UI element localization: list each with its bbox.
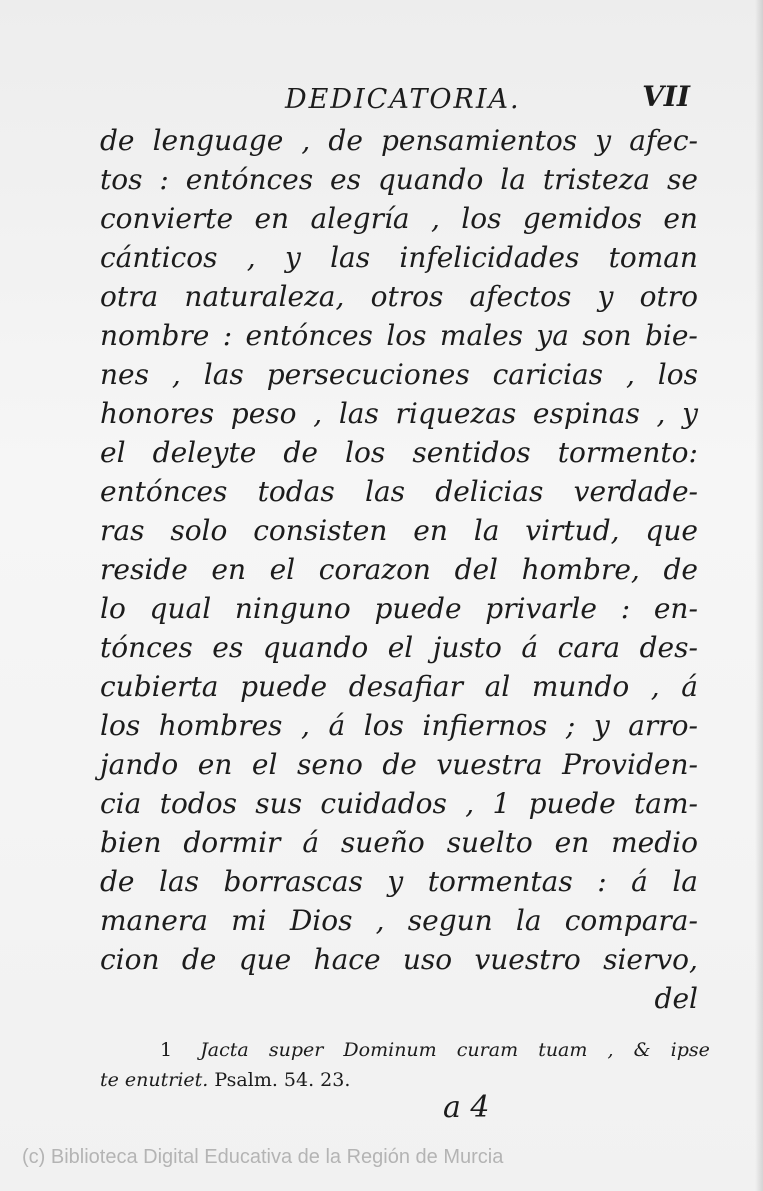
word: sueño: [340, 826, 425, 859]
word: puede: [374, 592, 462, 625]
word: bien: [100, 826, 162, 859]
word: en: [413, 514, 448, 547]
word: las: [338, 397, 379, 430]
word: entónces: [100, 475, 228, 508]
text-line: [100, 550, 698, 589]
word: los: [100, 709, 141, 742]
word: justo: [432, 631, 502, 664]
catchword: del: [654, 982, 698, 1015]
text-line: [100, 394, 698, 433]
word: á: [681, 670, 698, 703]
word: el: [100, 436, 126, 469]
word: afectos: [469, 280, 572, 313]
running-title: DEDICATORIA.: [285, 84, 521, 115]
footnote-line-2: [100, 1065, 710, 1095]
word: ,: [656, 397, 666, 430]
word: cánticos: [100, 241, 218, 274]
footnote-word: Dominum: [343, 1039, 437, 1061]
word: dormir: [183, 826, 281, 859]
word: mundo: [531, 670, 630, 703]
word: puede: [528, 787, 616, 820]
text-line: [100, 589, 698, 628]
word: los: [657, 358, 698, 391]
text-line: [100, 433, 698, 472]
text-line: [100, 784, 698, 823]
footnote-line-1: [100, 1035, 710, 1065]
word: siervo,: [603, 943, 698, 976]
word: la: [672, 865, 698, 898]
word: :: [620, 592, 631, 625]
word: mi: [231, 904, 267, 937]
word: el: [269, 553, 296, 586]
word: la: [473, 514, 500, 547]
word: privarle: [485, 592, 597, 625]
word: en: [663, 202, 698, 235]
word: tristeza: [542, 163, 651, 196]
text-line: [100, 667, 698, 706]
word: pensamientos: [380, 124, 578, 157]
word: la: [500, 163, 526, 196]
word: á: [521, 631, 539, 664]
word: ,: [301, 124, 311, 157]
word: medio: [611, 826, 698, 859]
text-line: [100, 355, 698, 394]
word: puede: [240, 670, 328, 703]
word: hace: [313, 943, 381, 976]
footnote-reference: Psalm. 54. 23.: [214, 1069, 351, 1091]
word: las: [330, 241, 371, 274]
word: honores: [100, 397, 215, 430]
text-line: [100, 628, 698, 667]
page-number: VII: [642, 80, 690, 113]
word: 1: [492, 787, 511, 820]
word: riquezas: [395, 397, 517, 430]
word: la: [515, 904, 542, 937]
word: cion: [100, 943, 160, 976]
word: de: [328, 124, 363, 157]
word: el: [251, 748, 278, 781]
word: males: [439, 319, 524, 352]
running-head: [100, 80, 700, 120]
word: todas: [257, 475, 335, 508]
word: las: [203, 358, 244, 391]
word: ,: [313, 397, 323, 430]
word: los: [363, 709, 404, 742]
word: seno: [296, 748, 363, 781]
word: reside: [100, 553, 188, 586]
footnote-word: tuam: [538, 1039, 588, 1061]
word: ras: [100, 514, 145, 547]
word: compara-: [564, 904, 698, 937]
word: deleyte: [152, 436, 257, 469]
word: tónces: [100, 631, 193, 664]
text-line: [100, 862, 698, 901]
word: cara: [557, 631, 621, 664]
word: vuestra: [436, 748, 543, 781]
word: de: [100, 124, 135, 157]
word: :: [597, 865, 607, 898]
word: quando: [262, 631, 369, 664]
word: desafiar: [348, 670, 463, 703]
word: y: [597, 280, 614, 313]
text-line: [100, 277, 698, 316]
word: quando: [377, 163, 484, 196]
word: tormento:: [557, 436, 698, 469]
word: otro: [639, 280, 698, 313]
word: ,: [625, 358, 635, 391]
word: cia: [100, 787, 142, 820]
word: en: [211, 553, 246, 586]
word: de: [100, 865, 135, 898]
word: las: [159, 865, 200, 898]
footnote-word: Jacta: [200, 1039, 249, 1061]
word: es: [212, 631, 244, 664]
word: el: [387, 631, 414, 664]
text-line: [100, 160, 698, 199]
word: Dios: [289, 904, 353, 937]
word: solo: [170, 514, 228, 547]
word: consisten: [253, 514, 388, 547]
word: ,: [650, 670, 660, 703]
word: los: [345, 436, 386, 469]
word: en: [554, 826, 590, 859]
word: alegría: [310, 202, 410, 235]
word: que: [645, 514, 698, 547]
word: ,: [300, 709, 310, 742]
word: ,: [171, 358, 181, 391]
word: y: [682, 397, 698, 430]
word: :: [222, 319, 233, 352]
word: ,: [465, 787, 475, 820]
word: segun: [407, 904, 493, 937]
word: son: [582, 319, 632, 352]
word: otra: [100, 280, 159, 313]
word: naturaleza,: [184, 280, 345, 313]
word: cubierta: [100, 670, 219, 703]
word: qual: [149, 592, 212, 625]
word: :: [159, 163, 169, 196]
word: entónces: [245, 319, 373, 352]
text-line: [100, 121, 698, 160]
footnote-word: super: [268, 1039, 324, 1061]
word: des-: [639, 631, 698, 664]
footnote-quote-end: te enutriet.: [100, 1069, 209, 1091]
word: caricias: [492, 358, 604, 391]
word: corazon: [318, 553, 431, 586]
word: cuidados: [320, 787, 447, 820]
word: nombre: [100, 319, 210, 352]
word: otros: [370, 280, 444, 313]
word: Providen-: [562, 748, 698, 781]
word: ,: [375, 904, 385, 937]
word: los: [386, 319, 427, 352]
word: borrascas: [223, 865, 363, 898]
word: sentidos: [412, 436, 531, 469]
word: y: [595, 124, 612, 157]
word: espinas: [532, 397, 640, 430]
footnote-word: &: [633, 1039, 651, 1061]
word: del: [454, 553, 499, 586]
footnote-word: curam: [456, 1039, 519, 1061]
word: y: [387, 865, 404, 898]
word: es: [330, 163, 361, 196]
word: de: [283, 436, 318, 469]
word: ;: [565, 709, 576, 742]
word: peso: [230, 397, 297, 430]
word: en-: [653, 592, 698, 625]
text-line: [100, 706, 698, 745]
word: se: [666, 163, 698, 196]
word: que: [238, 943, 292, 976]
page-edge-shadow: [755, 0, 763, 1191]
word: nes: [100, 358, 149, 391]
word: verdade-: [573, 475, 698, 508]
text-line: [100, 238, 698, 277]
footnote: [100, 1035, 710, 1095]
word: infelicidades: [399, 241, 580, 274]
word: bie-: [644, 319, 698, 352]
word: de: [663, 553, 698, 586]
word: manera: [100, 904, 208, 937]
word: tormentas: [427, 865, 573, 898]
text-line-catchword: [100, 979, 698, 1018]
word: persecuciones: [266, 358, 470, 391]
word: suelto: [446, 826, 533, 859]
word: lenguage: [152, 124, 284, 157]
text-line: [100, 472, 698, 511]
word: vuestro: [474, 943, 581, 976]
word: hombres: [158, 709, 283, 742]
watermark: (c) Biblioteca Digital Educativa de la Región de Murcia: [22, 1146, 504, 1168]
word: ninguno: [234, 592, 351, 625]
word: en: [197, 748, 233, 781]
word: ,: [431, 202, 440, 235]
word: á: [302, 826, 320, 859]
word: convierte: [100, 202, 234, 235]
word: lo: [100, 592, 126, 625]
word: uso: [402, 943, 453, 976]
footnote-marker: 1: [160, 1039, 173, 1061]
word: hombre,: [521, 553, 640, 586]
text-line: [100, 511, 698, 550]
word: entónces: [185, 163, 314, 196]
word: ya: [536, 319, 569, 352]
word: en: [254, 202, 290, 235]
word: ,: [246, 241, 256, 274]
word: infiernos: [422, 709, 548, 742]
word: sus: [255, 787, 303, 820]
word: todos: [159, 787, 237, 820]
word: y: [284, 241, 301, 274]
word: tam-: [634, 787, 698, 820]
word: los: [461, 202, 502, 235]
word: las: [364, 475, 406, 508]
word: toman: [608, 241, 698, 274]
text-line: [100, 823, 698, 862]
signature-mark: a 4: [443, 1090, 490, 1125]
text-line: [100, 316, 698, 355]
word: y: [593, 709, 610, 742]
text-line: [100, 199, 698, 238]
text-line: [100, 940, 698, 979]
word: al: [484, 670, 511, 703]
word: delicias: [435, 475, 544, 508]
word: á: [631, 865, 648, 898]
footnote-word: ipse: [670, 1039, 710, 1061]
word: de: [382, 748, 417, 781]
footnote-word: ,: [607, 1039, 614, 1061]
body-text: [100, 121, 698, 1018]
word: á: [328, 709, 346, 742]
word: jando: [100, 748, 179, 781]
word: gemidos: [522, 202, 642, 235]
word: afec-: [629, 124, 698, 157]
text-line: [100, 901, 698, 940]
word: virtud,: [525, 514, 620, 547]
text-line: [100, 745, 698, 784]
word: de: [181, 943, 217, 976]
word: tos: [100, 163, 143, 196]
word: arro-: [628, 709, 698, 742]
